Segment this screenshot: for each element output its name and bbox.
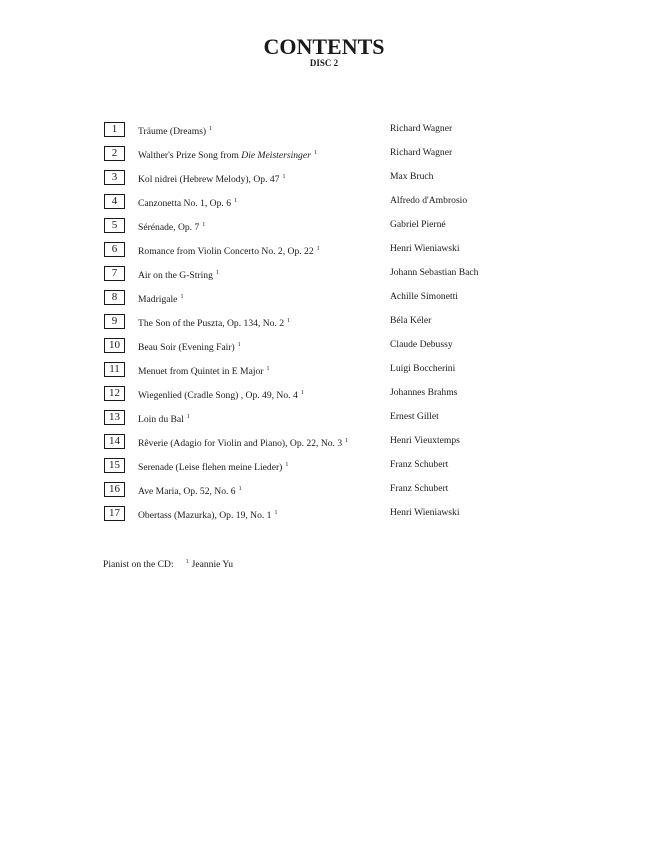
track-composer: Richard Wagner — [390, 147, 453, 158]
track-title — [138, 195, 237, 210]
track-title-text: Madrigale — [138, 294, 178, 305]
track-title — [138, 147, 317, 162]
track-number-box: 13 — [104, 410, 125, 425]
track-composer: Johannes Brahms — [390, 387, 458, 398]
track-title-text: Walther's Prize Song from — [138, 150, 242, 161]
track-title-text: Canzonetta No. 1, Op. 6 — [138, 198, 231, 209]
footnote-marker: 1 — [185, 559, 189, 565]
track-composer: Achille Simonetti — [390, 291, 458, 302]
track-title-text: Kol nidrei (Hebrew Melody), Op. 47 — [138, 174, 280, 185]
track-composer: Ernest Gillet — [390, 411, 439, 422]
pianist-marker: 1 — [313, 150, 317, 156]
track-number-box: 8 — [104, 290, 125, 305]
pianist-marker: 1 — [300, 390, 304, 396]
track-composer: Johann Sebastian Bach — [390, 267, 479, 278]
track-composer: Alfredo d'Ambrosio — [390, 195, 468, 206]
track-title-text: Obertass (Mazurka), Op. 19, No. 1 — [138, 510, 272, 521]
track-title-text: Menuet from Quintet in E Major — [138, 366, 264, 377]
track-composer: Max Bruch — [390, 171, 434, 182]
track-number-box: 4 — [104, 194, 125, 209]
pianist-name: Jeannie Yu — [191, 559, 234, 570]
track-title-text: Loin du Bal — [138, 414, 184, 425]
track-row — [103, 313, 603, 337]
track-row — [103, 145, 603, 169]
track-title — [138, 435, 348, 450]
track-title-italic: Die Meistersinger — [241, 150, 311, 161]
track-title-text: Serenade (Leise flehen meine Lieder) — [138, 462, 283, 473]
track-composer: Gabriel Pierné — [390, 219, 446, 230]
track-title — [138, 291, 183, 306]
pianist-marker: 1 — [215, 270, 219, 276]
track-number-box: 14 — [104, 434, 125, 449]
track-title — [138, 483, 242, 498]
track-number-box: 6 — [104, 242, 125, 257]
track-title — [138, 219, 205, 234]
track-title — [138, 123, 212, 138]
track-composer: Claude Debussy — [390, 339, 453, 350]
track-row — [103, 457, 603, 481]
pianist-marker: 1 — [234, 198, 237, 204]
track-title — [138, 315, 290, 330]
track-title-text: Sérénade, Op. 7 — [138, 222, 200, 233]
track-title-text: Träume (Dreams) — [138, 126, 207, 137]
pianist-marker: 1 — [180, 294, 184, 300]
footnote-label: Pianist on the CD: — [103, 559, 174, 570]
track-title-text: The Son of the Puszta, Op. 134, No. 2 — [138, 318, 285, 329]
track-row — [103, 217, 603, 241]
track-composer: Henri Wieniawski — [390, 507, 460, 518]
track-list — [103, 121, 603, 529]
pianist-marker: 1 — [316, 246, 320, 252]
track-row — [103, 337, 603, 361]
pianist-marker: 1 — [238, 486, 242, 492]
track-title — [138, 243, 320, 258]
track-title-text: Ave Maria, Op. 52, No. 6 — [138, 486, 236, 497]
track-title-text: Wiegenlied (Cradle Song) , Op. 49, No. 4 — [138, 390, 298, 401]
track-row — [103, 289, 603, 313]
track-row — [103, 385, 603, 409]
track-row — [103, 193, 603, 217]
track-composer: Franz Schubert — [390, 459, 449, 470]
track-composer: Luigi Boccherini — [390, 363, 456, 374]
track-row — [103, 169, 603, 193]
pianist-marker: 1 — [209, 126, 213, 132]
track-title — [138, 339, 241, 354]
track-row — [103, 433, 603, 457]
track-number-box: 16 — [104, 482, 125, 497]
pianist-marker: 1 — [266, 366, 270, 372]
track-composer: Franz Schubert — [390, 483, 449, 494]
track-row — [103, 481, 603, 505]
track-title-text: Rêverie (Adagio for Violin and Piano), Op. 22, No. 3 — [138, 438, 343, 449]
track-title-text: Air on the G-String — [138, 270, 213, 281]
track-title-text: Beau Soir (Evening Fair) — [138, 342, 235, 353]
pianist-marker: 1 — [287, 318, 291, 324]
track-number-box: 3 — [104, 170, 125, 185]
track-title — [138, 171, 285, 186]
pianist-marker: 1 — [202, 222, 206, 228]
track-title — [138, 387, 304, 402]
track-composer: Henri Vieuxtemps — [390, 435, 460, 446]
track-title — [138, 267, 219, 282]
track-number-box: 10 — [104, 338, 125, 353]
track-title-text: Romance from Violin Concerto No. 2, Op. 22 — [138, 246, 314, 257]
track-composer: Béla Kéler — [390, 315, 432, 326]
track-row — [103, 505, 603, 529]
track-row — [103, 265, 603, 289]
track-number-box: 9 — [104, 314, 125, 329]
pianist-marker: 1 — [186, 414, 190, 420]
pianist-footnote — [103, 556, 233, 571]
track-title — [138, 363, 270, 378]
disc-label: DISC 2 — [309, 58, 339, 68]
pianist-marker: 1 — [237, 342, 241, 348]
page-title: CONTENTS — [263, 34, 385, 59]
track-number-box: 15 — [104, 458, 125, 473]
track-row — [103, 121, 603, 145]
track-number-box: 12 — [104, 386, 125, 401]
track-title — [138, 507, 277, 522]
track-number-box: 11 — [104, 362, 125, 377]
track-composer: Richard Wagner — [390, 123, 453, 134]
pianist-marker: 1 — [274, 510, 278, 516]
track-number-box: 1 — [104, 122, 125, 137]
track-number-box: 7 — [104, 266, 125, 281]
track-row — [103, 361, 603, 385]
pianist-marker: 1 — [282, 174, 286, 180]
track-title — [138, 459, 288, 474]
track-row — [103, 409, 603, 433]
track-composer: Henri Wieniawski — [390, 243, 460, 254]
track-number-box: 2 — [104, 146, 125, 161]
track-row — [103, 241, 603, 265]
track-number-box: 5 — [104, 218, 125, 233]
track-number-box: 17 — [104, 506, 125, 521]
pianist-marker: 1 — [345, 438, 349, 444]
track-title — [138, 411, 190, 426]
pianist-marker: 1 — [285, 462, 289, 468]
